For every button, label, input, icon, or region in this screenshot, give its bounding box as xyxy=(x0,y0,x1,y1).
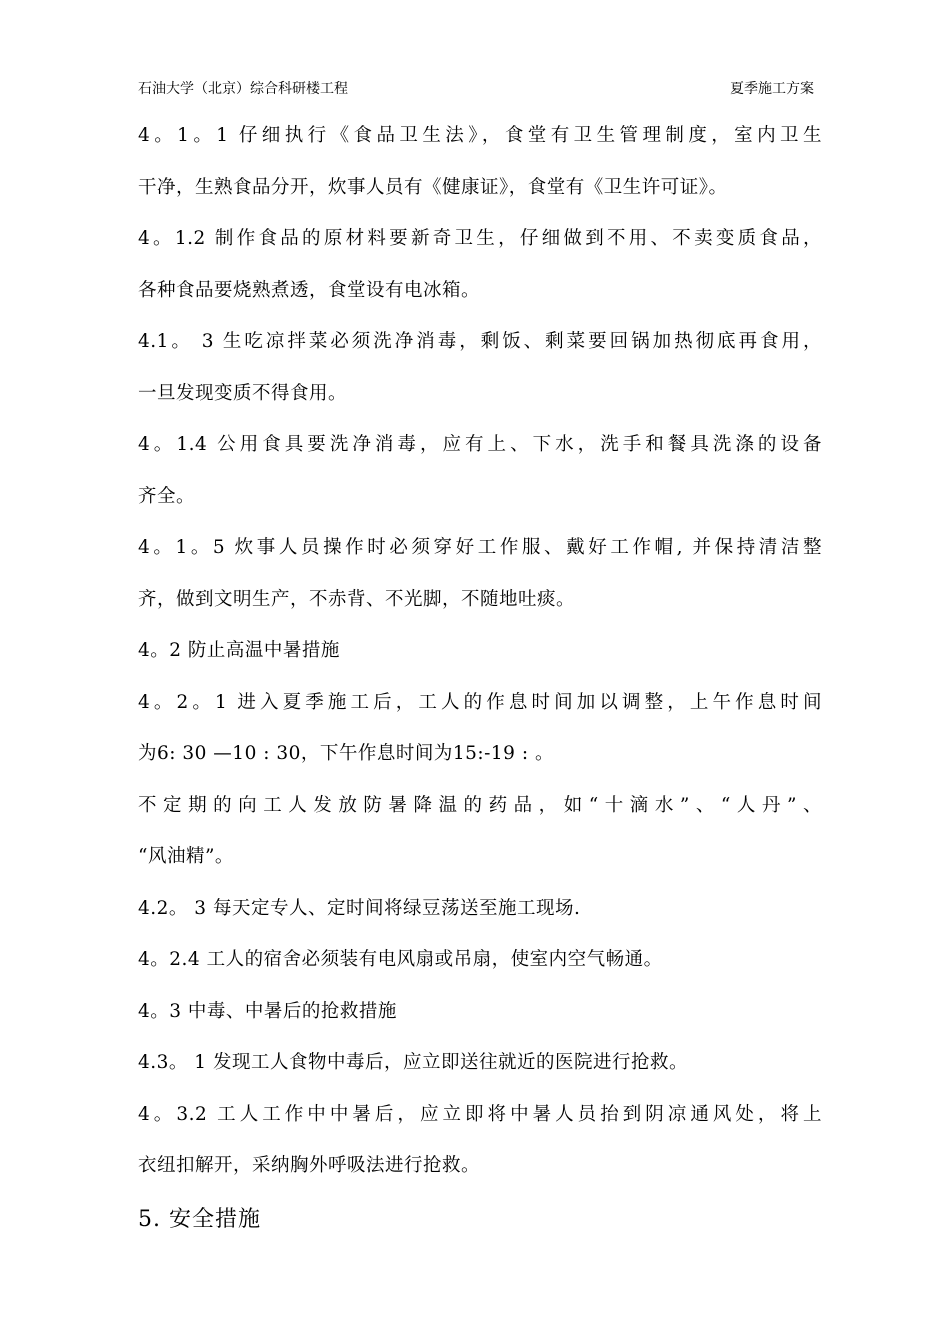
text-line: 4。1.4 公用食具要洗净消毒，应有上、下水，洗手和餐具洗涤的设备 xyxy=(138,434,822,455)
text-line: 一旦发现变质不得食用。 xyxy=(138,382,348,404)
paragraph-4-3-1 xyxy=(138,1037,822,1089)
text-line: 4.3。 1 发现工人食物中毒后，应立即送往就近的医院进行抢救。 xyxy=(138,1052,688,1073)
paragraph-4-1-3 xyxy=(138,316,822,419)
text-line: 4。1。5 炊事人员操作时必须穿好工作服、戴好工作帽, 并保持清洁整 xyxy=(138,537,822,558)
text-line: 干净，生熟食品分开，炊事人员有《健康证》，食堂有《卫生许可证》。 xyxy=(138,176,728,198)
paragraph-4-1-1 xyxy=(138,110,822,213)
text-line: 衣纽扣解开，采纳胸外呼吸法进行抢救。 xyxy=(138,1155,481,1176)
text-line: 4。3.2 工人工作中中暑后，应立即将中暑人员抬到阴凉通风处，将上 xyxy=(138,1103,822,1125)
text-line: 不定期的向工人发放防暑降温的药品，如“十滴水”、“人丹”、 xyxy=(138,794,822,816)
paragraph-4-1-2 xyxy=(138,213,822,316)
text-line: 齐全。 xyxy=(138,485,196,507)
text-line: 4。1。1 仔细执行《食品卫生法》，食堂有卫生管理制度，室内卫生 xyxy=(138,125,822,146)
text-line: 4。2.4 工人的宿舍必须装有电风扇或吊扇，使室内空气畅通。 xyxy=(138,949,663,970)
text-line: 4.1。 3 生吃凉拌菜必须洗净消毒，剩饭、剩菜要回锅加热彻底再食用， xyxy=(138,331,822,352)
text-line: 4。2 防止高温中暑措施 xyxy=(138,640,340,661)
paragraph-4-1-4 xyxy=(138,419,822,522)
subheading-4-2 xyxy=(138,625,822,677)
text-line: 4.2。 3 每天定专人、定时间将绿豆荡送至施工现场. xyxy=(138,897,581,919)
page-header xyxy=(138,78,814,100)
paragraph-4-2-1 xyxy=(138,677,822,780)
text-line: 齐，做到文明生产，不赤背、不光脚，不随地吐痰。 xyxy=(138,588,576,610)
text-line: 为6: 30 —10 : 30，下午作息时间为15:-19 : 。 xyxy=(138,743,554,764)
header-document-title: 夏季施工方案 xyxy=(730,81,814,97)
paragraph-4-2-4 xyxy=(138,934,822,986)
paragraph-4-2-2 xyxy=(138,780,822,883)
document-body xyxy=(138,110,822,1248)
paragraph-4-3-2 xyxy=(138,1089,822,1192)
text-line: “风油精”。 xyxy=(138,846,234,867)
paragraph-4-1-5 xyxy=(138,522,822,625)
header-project-title: 石油大学（北京）综合科研楼工程 xyxy=(138,81,348,97)
paragraph-4-2-3 xyxy=(138,883,822,935)
text-line: 4。1.2 制作食品的原材料要新奇卫生，仔细做到不用、不卖变质食品， xyxy=(138,228,822,249)
text-line: 4。3 中毒、中暑后的抢救措施 xyxy=(138,1000,397,1022)
text-line: 各种食品要烧熟煮透，食堂设有电冰箱。 xyxy=(138,279,481,301)
text-line: 4。2。1 进入夏季施工后，工人的作息时间加以调整，上午作息时间 xyxy=(138,691,822,713)
subheading-4-3 xyxy=(138,986,822,1038)
section-heading-5: 5. 安全措施 xyxy=(138,1206,261,1232)
